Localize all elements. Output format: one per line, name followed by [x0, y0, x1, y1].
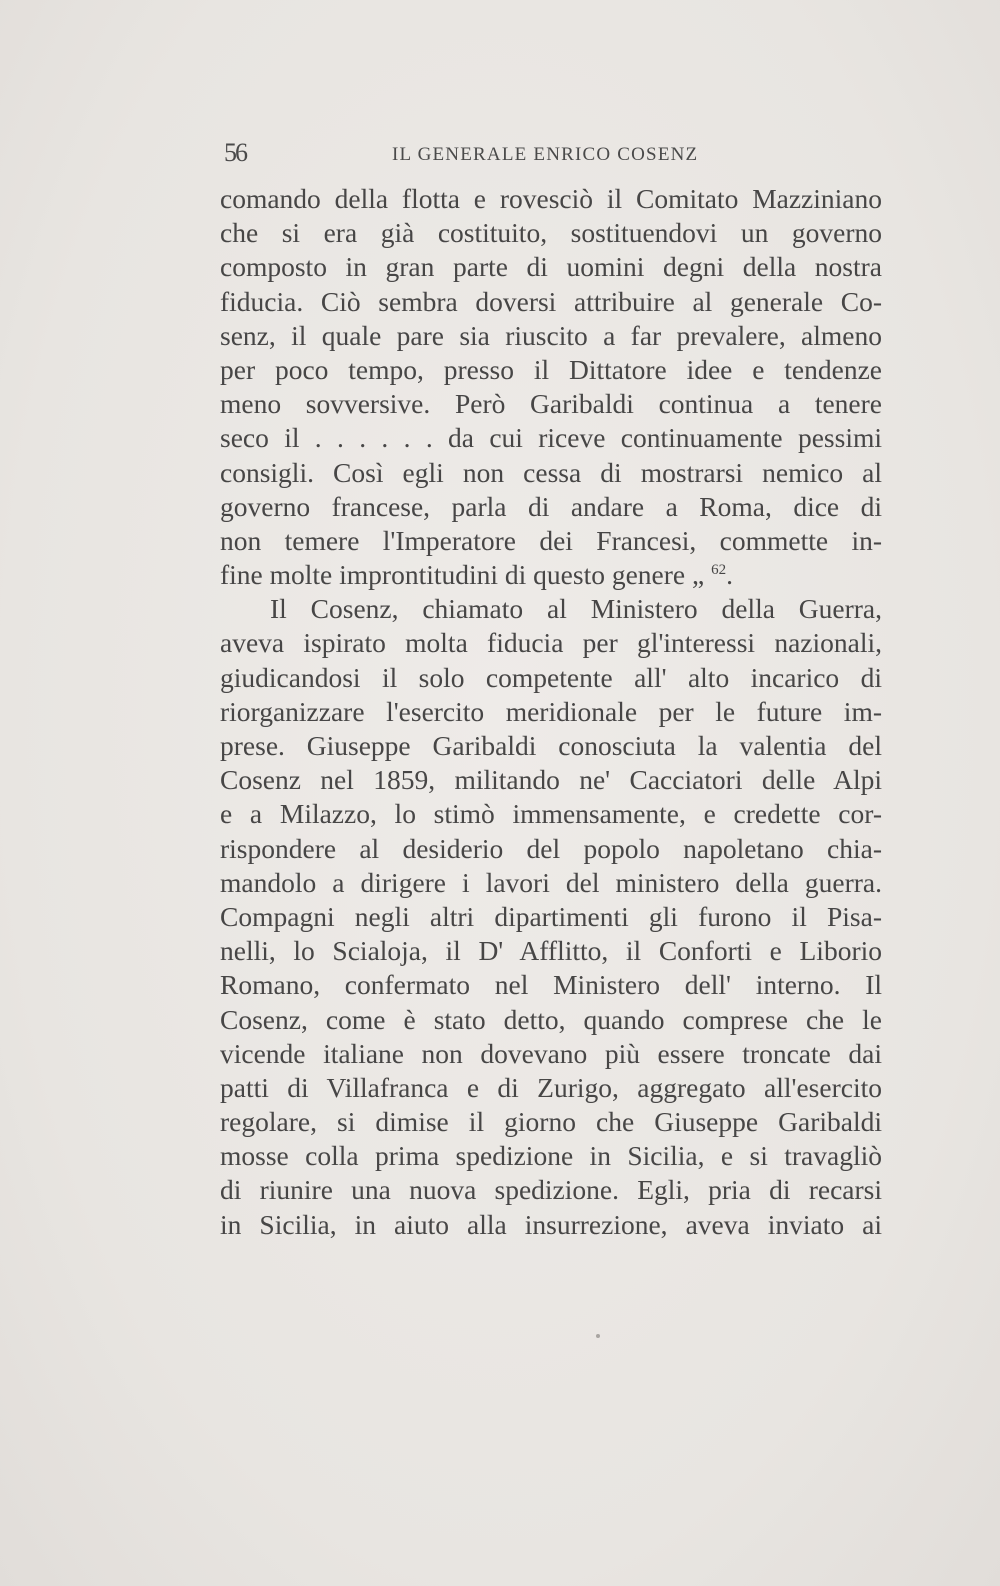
text-line: consigli. Così egli non cessa di mostrarsi nemico al [220, 456, 882, 488]
text-line: aveva ispirato molta fiducia per gl'interessi nazionali, [220, 627, 882, 659]
text-line: che si era già costituito, sostituendovi un governo [220, 217, 882, 249]
text-line: seco il . . . . . . da cui riceve continuamente pessimi [220, 422, 882, 454]
text-line-last [220, 558, 882, 592]
sentence-end: . [726, 559, 733, 591]
text-line: di riunire una nuova spedizione. Egli, pria di recarsi [220, 1174, 882, 1206]
text-line: giudicandosi il solo competente all' alto incarico di [220, 661, 882, 693]
text-line: nelli, lo Scialoja, il D' Afflitto, il Conforti e Liborio [220, 935, 882, 967]
text-line: composto in gran parte di uomini degni della nostra [220, 251, 882, 283]
page-number: 56 [224, 138, 246, 167]
text-line: rispondere al desiderio del popolo napoletano chia- [220, 832, 882, 864]
text-line: mandolo a dirigere i lavori del ministero della guerra. [220, 866, 882, 898]
text-line: mosse colla prima spedizione in Sicilia, e si travagliò [220, 1140, 882, 1172]
text-line: Compagni negli altri dipartimenti gli furono il Pisa- [220, 900, 882, 932]
text-line: per poco tempo, presso il Dittatore idee e tendenze [220, 353, 882, 385]
text-line: non temere l'Imperatore dei Francesi, commette in- [220, 524, 882, 556]
text-line: comando della flotta e rovesciò il Comitato Mazziniano [220, 183, 882, 214]
footnote-reference: 62 [711, 561, 727, 578]
text-line: fiducia. Ciò sembra doversi attribuire al generale Co- [220, 285, 882, 317]
text-line: e a Milazzo, lo stimò immensamente, e credette cor- [220, 798, 882, 830]
running-title: IL GENERALE ENRICO COSENZ [392, 144, 699, 165]
text-line: Cosenz nel 1859, militando ne' Cacciatori delle Alpi [220, 764, 882, 796]
text-line: riorganizzare l'esercito meridionale per le future im- [220, 695, 882, 727]
text-line: Romano, confermato nel Ministero dell' interno. Il [220, 969, 882, 1001]
text-line: prese. Giuseppe Garibaldi conosciuta la valentia del [220, 730, 882, 761]
last-line-text: fine molte improntitudini di questo genere „ [220, 559, 705, 591]
text-line: meno sovversive. Però Garibaldi continua a tenere [220, 388, 882, 420]
text-line: Cosenz, come è stato detto, quando comprese che le [220, 1003, 882, 1035]
text-line: senz, il quale pare sia riuscito a far prevalere, almeno [220, 319, 882, 351]
text-line: governo francese, parla di andare a Roma, dice di [220, 490, 882, 522]
body-text [220, 182, 882, 1242]
paper-speck [596, 1334, 600, 1338]
text-line: vicende italiane non dovevano più essere troncate dai [220, 1037, 882, 1069]
text-line: patti di Villafranca e di Zurigo, aggregato all'esercito [220, 1071, 882, 1103]
text-line: regolare, si dimise il giorno che Giuseppe Garibaldi [220, 1106, 882, 1138]
paragraph-first-line: Il Cosenz, chiamato al Ministero della Guerra, [270, 593, 882, 625]
text-line: in Sicilia, in aiuto alla insurrezione, aveva inviato ai [220, 1208, 882, 1240]
page-header [224, 138, 724, 178]
